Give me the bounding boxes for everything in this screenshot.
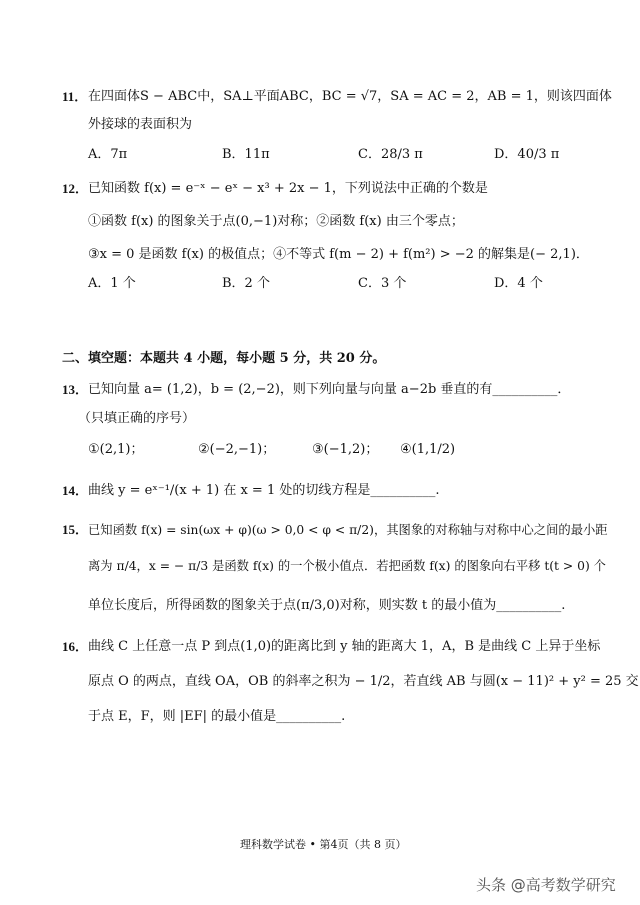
q16-stem-line1: 曲线 C 上任意一点 P 到点(1,0)的距离比到 y 轴的距离大 1，A，B 是曲线 C 上异于坐标 [88,639,601,654]
q12-option-b: B．2 个 [222,276,270,291]
q13-option-3: ③(−1,2)； [312,442,379,457]
q13-option-1: ①(2,1)； [88,442,144,457]
q11-option-a: A．7π [88,147,128,162]
q13-stem-line2: （只填正确的序号） [78,411,196,426]
q15-stem-line1: 已知函数 f(x) = sin(ωx + φ)(ω > 0,0 < φ < π/2)，其图象的对称轴与对称中心之间的最小距 [88,523,608,537]
q12-option-d: D．4 个 [494,276,543,291]
q12-option-a: A．1 个 [88,276,136,291]
q16-number: 16． [62,639,89,654]
q13-number: 13． [62,382,89,397]
q11-option-c: C．28/3 π [358,147,423,162]
q12-stem-line1: 已知函数 f(x) = e⁻ˣ − eˣ − x³ + 2x − 1，下列说法中正确的个数是 [88,181,488,196]
q14-number: 14． [62,483,89,498]
q12-option-c: C．3 个 [358,276,407,291]
q11-stem-line1: 在四面体S − ABC中，SA⊥平面ABC，BC = √7，SA = AC = 2，AB = 1，则该四面体 [88,89,612,104]
q15-number: 15． [62,522,89,537]
q15-stem-line3: 单位长度后，所得函数的图象关于点(π/3,0)对称，则实数 t 的最小值为__________. [88,598,566,613]
q12-stem-line2: ①函数 f(x) 的图象关于点(0,−1)对称；②函数 f(x) 由三个零点； [88,214,464,229]
q13-stem-line1: 已知向量 a= (1,2)，b = (2,−2)，则下列向量与向量 a−2b 垂直的有__________． [88,382,571,397]
q12-stem-line3: ③x = 0 是函数 f(x) 的极值点；④不等式 f(m − 2) + f(m²) > −2 的解集是(− 2,1)． [88,247,589,262]
section-fill-in-heading: 二、填空题：本题共 4 小题，每小题 5 分，共 20 分。 [62,351,386,366]
q11-option-d: D．40/3 π [494,147,560,162]
q11-number: 11． [62,89,88,104]
q16-stem-line2: 原点 O 的两点，直线 OA，OB 的斜率之积为 − 1/2，若直线 AB 与圆(x − 11)² + y² = 25 交 [88,674,639,689]
q13-option-4: ④(1,1/2) [400,442,456,457]
q12-number: 12． [62,181,89,196]
q11-option-b: B．11π [222,147,270,162]
q14-stem-line1: 曲线 y = eˣ⁻¹/(x + 1) 在 x = 1 处的切线方程是__________. [88,483,440,498]
q15-stem-line2: 离为 π/4，x = − π/3 是函数 f(x) 的一个极小值点．若把函数 f(x) 的图象向右平移 t(t > 0) 个 [88,559,606,573]
q16-stem-line3: 于点 E，F，则 |EF| 的最小值是__________. [88,709,346,724]
page-footer: 理科数学试卷 • 第4页（共 8 页） [240,838,407,851]
q11-stem-line2: 外接球的表面积为 [88,117,193,132]
q13-option-2: ②(−2,−1)； [198,442,276,457]
watermark: 头条 @高考数学研究 [476,876,616,894]
